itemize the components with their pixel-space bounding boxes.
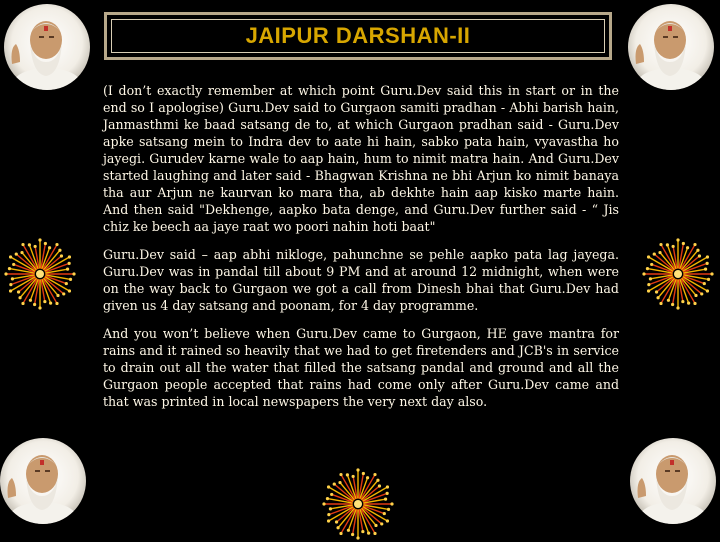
page-title: JAIPUR DARSHAN-II xyxy=(245,23,471,48)
firework-burst-icon xyxy=(320,466,396,542)
portrait-top-right xyxy=(628,4,714,90)
title-frame xyxy=(104,12,612,60)
title-inner-frame xyxy=(111,19,605,53)
firework-burst-icon xyxy=(2,236,78,312)
portrait-bottom-left xyxy=(0,438,86,524)
portrait-top-left xyxy=(4,4,90,90)
portrait-bottom-right xyxy=(630,438,716,524)
paragraph-2: Guru.Dev said – aap abhi nikloge, pahunchne se pehle aapko pata lag jayega. Guru.Dev was in pandal till about 9 PM and at around 12 midnight, when were on the way back to Gurgaon we got a call from Dinesh bhai that Guru.Dev had given us 4 day satsang and poonam, for 4 day programme. xyxy=(103,247,619,313)
guru-portrait-icon xyxy=(4,4,90,90)
guru-portrait-icon xyxy=(0,438,86,524)
guru-portrait-icon xyxy=(628,4,714,90)
firework-burst-icon xyxy=(640,236,716,312)
guru-portrait-icon xyxy=(630,438,716,524)
paragraph-1: (I don’t exactly remember at which point Guru.Dev said this in start or in the end so I apologise) Guru.Dev said to Gurgaon samiti pradhan - Abhi barish hain, Janmasthmi ke baad satsang de to, at which Gurgaon pradhan said - Guru.Dev apke satsang mein to Indra dev to aate hi hain, sabko pata hain, vyavastha ho jayegi. Gurudev karne wale to aap hain, hum to nimit matra hain. And Guru.Dev started laughing and later said - Bhagwan Krishna ne bhi Arjun ko nimit banaya tha aur Arjun ne kaurvan ko mara tha, ab dekhte hain aap kisko marte hain. And then said "Dekhenge, aapko bata denge, and Guru.Dev further said - “ Jis chiz ke beech aa jaye raat wo poori nahin hoti baat" xyxy=(103,83,619,234)
firework-bottom-center xyxy=(320,466,396,542)
firework-left xyxy=(2,236,78,312)
firework-right xyxy=(640,236,716,312)
paragraph-3: And you won’t believe when Guru.Dev came to Gurgaon, HE gave mantra for rains and it rained so heavily that we had to get firetenders and JCB's in service to drain out all the water that filled the satsang pandal and ground and all the Gurgaon people accepted that rains had come only after Guru.Dev came and that was printed in local newspapers the very next day also. xyxy=(103,326,619,409)
content-area xyxy=(103,82,619,421)
